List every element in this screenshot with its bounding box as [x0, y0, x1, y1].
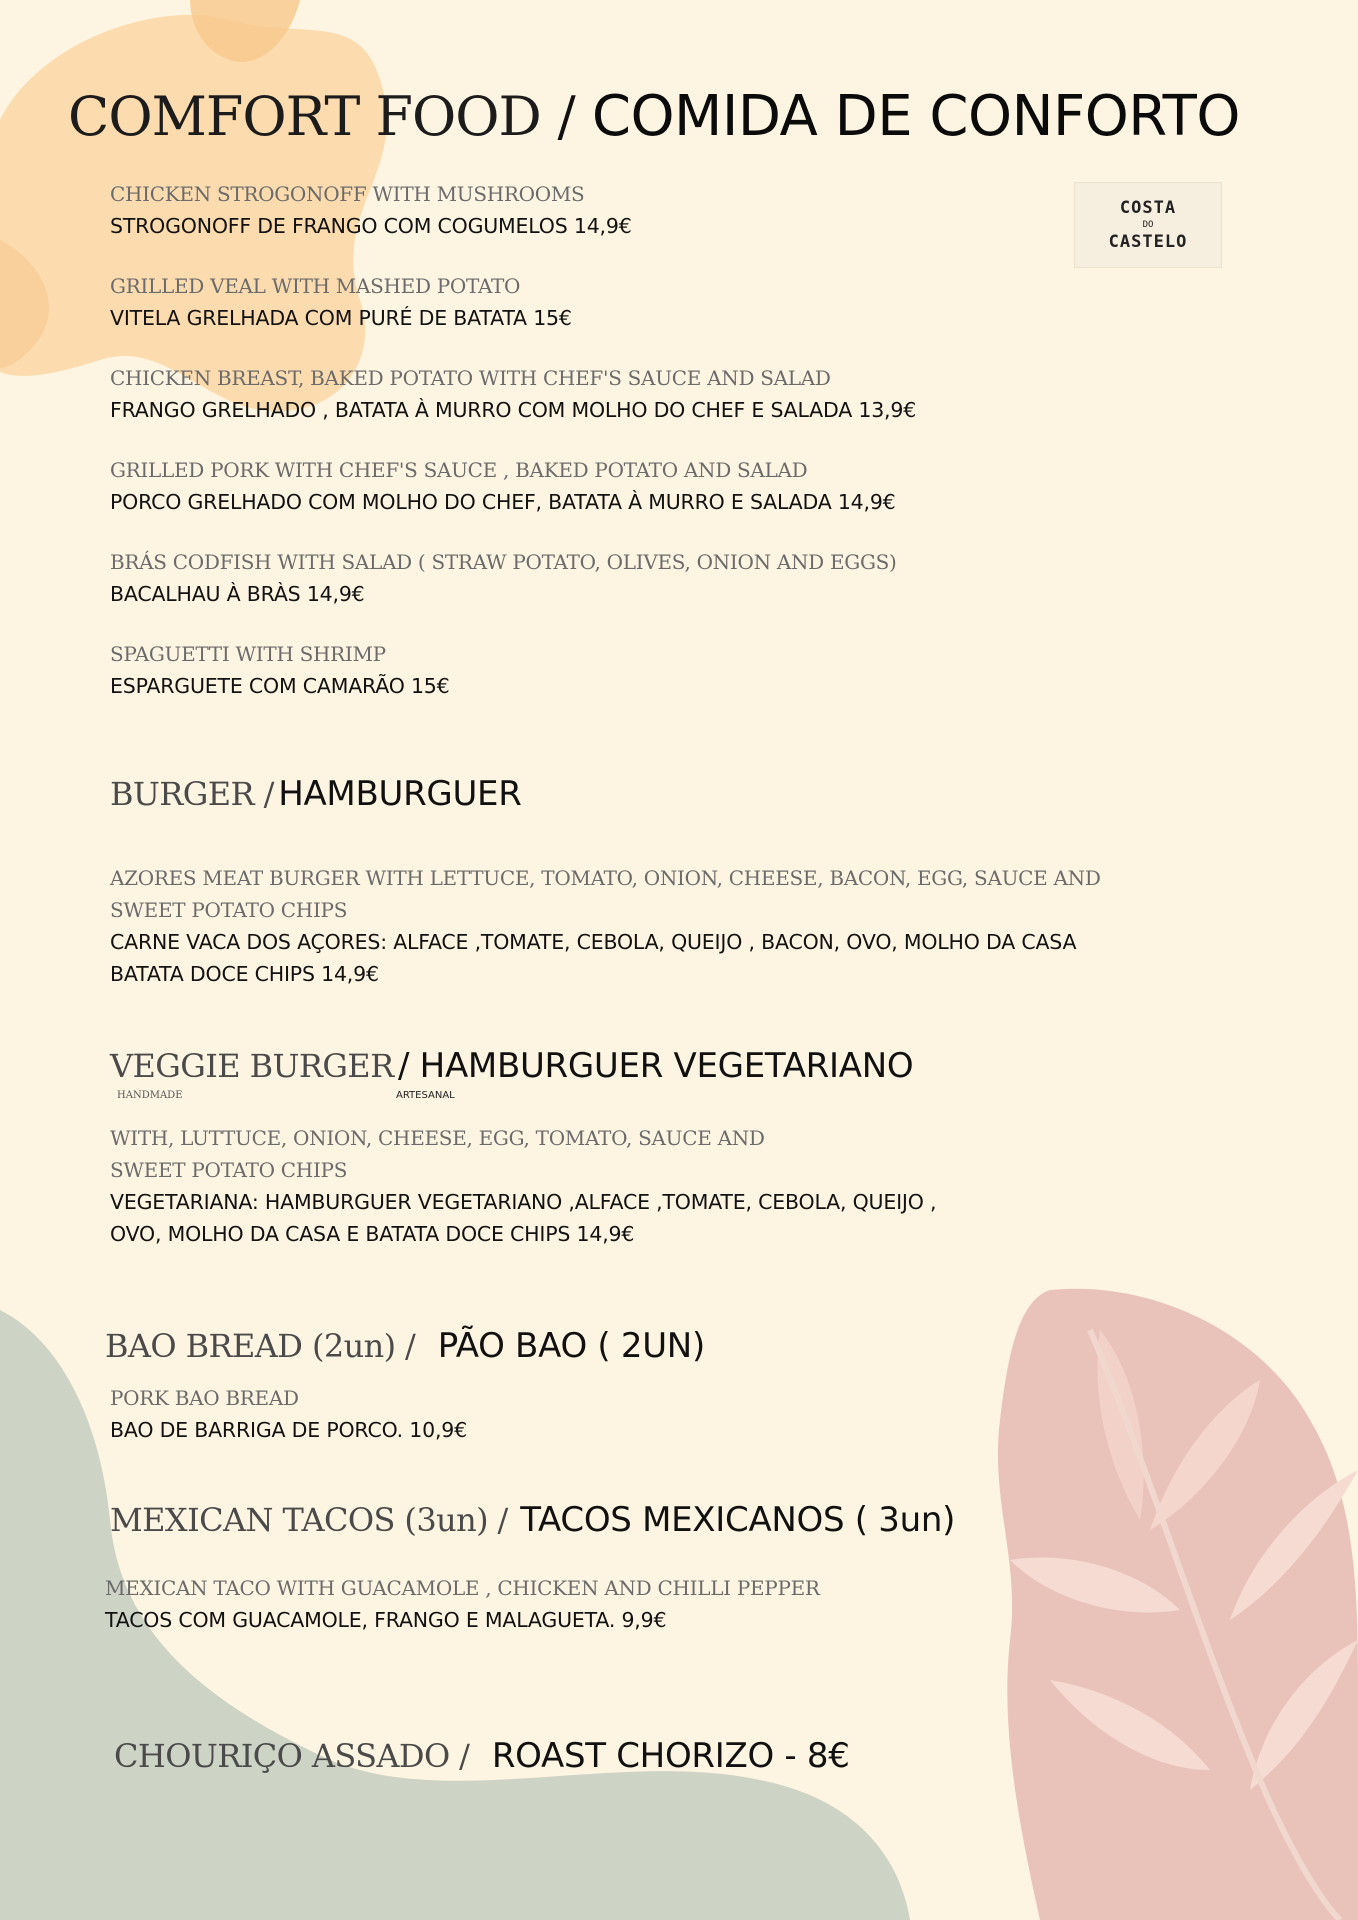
item-name-en: PORK BAO BREAD — [110, 1386, 299, 1410]
menu-item — [110, 270, 1230, 334]
section-title-en: MEXICAN TACOS (3un) / — [110, 1501, 508, 1539]
logo-line-3: CASTELO — [1108, 232, 1188, 252]
item-name-en: BRÁS CODFISH WITH SALAD ( STRAW POTATO, OLIVES, ONION AND EGGS) — [110, 550, 897, 574]
menu-item — [110, 1122, 1230, 1250]
item-name-pt: CARNE VACA DOS AÇORES: ALFACE ,TOMATE, CEBOLA, QUEIJO , BACON, OVO, MOLHO DA CASA — [110, 930, 1077, 954]
item-name-en: GRILLED PORK WITH CHEF'S SAUCE , BAKED POTATO AND SALAD — [110, 458, 808, 482]
item-name-en: SPAGUETTI WITH SHRIMP — [110, 642, 386, 666]
section-title-tacos — [110, 1500, 955, 1540]
menu-item — [110, 178, 1230, 242]
item-name-en: AZORES MEAT BURGER WITH LETTUCE, TOMATO, ONION, CHEESE, BACON, EGG, SAUCE AND — [110, 866, 1101, 890]
item-name-pt: PORCO GRELHADO COM MOLHO DO CHEF, BATATA À MURRO E SALADA 14,9€ — [110, 490, 896, 514]
menu-item — [110, 862, 1230, 990]
title-pt: COMIDA DE CONFORTO — [591, 84, 1240, 149]
item-name-en: GRILLED VEAL WITH MASHED POTATO — [110, 274, 521, 298]
item-name-pt: FRANGO GRELHADO , BATATA À MURRO COM MOLHO DO CHEF E SALADA 13,9€ — [110, 398, 917, 422]
section-title-burger — [110, 774, 522, 814]
item-name-pt: TACOS COM GUACAMOLE, FRANGO E MALAGUETA. 9,9€ — [105, 1608, 667, 1632]
section-title-en: BURGER / — [110, 775, 274, 813]
veggie-note-pt: ARTESANAL — [396, 1090, 455, 1101]
title-separator: / — [540, 85, 592, 148]
section-title-veggie — [110, 1046, 913, 1086]
menu-item — [110, 1382, 1230, 1446]
menu-item — [110, 454, 1230, 518]
item-name-pt: STROGONOFF DE FRANGO COM COGUMELOS 14,9€ — [110, 214, 632, 238]
item-name-pt: OVO, MOLHO DA CASA E BATATA DOCE CHIPS 14,9€ — [110, 1222, 635, 1246]
item-name-en: SWEET POTATO CHIPS — [110, 1158, 348, 1182]
item-name-en: MEXICAN TACO WITH GUACAMOLE , CHICKEN AND CHILLI PEPPER — [105, 1576, 820, 1600]
section-title-en: BAO BREAD (2un) / — [105, 1327, 416, 1365]
item-name-en: CHICKEN STROGONOFF WITH MUSHROOMS — [110, 182, 585, 206]
item-name-pt: BACALHAU À BRÀS 14,9€ — [110, 582, 365, 606]
item-name-en: WITH, LUTTUCE, ONION, CHEESE, EGG, TOMATO, SAUCE AND — [110, 1126, 765, 1150]
section-title-bao — [105, 1326, 705, 1366]
page-title — [68, 78, 1308, 155]
title-en: COMFORT FOOD — [68, 85, 541, 148]
item-name-pt: BATATA DOCE CHIPS 14,9€ — [110, 962, 379, 986]
menu-item — [110, 638, 1230, 702]
item-name-pt: VEGETARIANA: HAMBURGUER VEGETARIANO ,ALFACE ,TOMATE, CEBOLA, QUEIJO , — [110, 1190, 937, 1214]
logo-line-1: COSTA — [1119, 198, 1177, 218]
section-title-en: VEGGIE BURGER — [110, 1047, 394, 1085]
item-name-pt: BAO DE BARRIGA DE PORCO. 10,9€ — [110, 1418, 467, 1442]
section-title-pt: HAMBURGUER — [278, 774, 522, 814]
section-title-chorizo — [114, 1736, 850, 1776]
menu-item — [110, 546, 1230, 610]
item-name-pt: ESPARGUETE COM CAMARÃO 15€ — [110, 674, 450, 698]
veggie-note-en: HANDMADE — [117, 1090, 183, 1101]
section-title-pt: PÃO BAO ( 2UN) — [437, 1326, 705, 1366]
section-title-pt: TACOS MEXICANOS ( 3un) — [520, 1500, 956, 1540]
section-title-pt: / HAMBURGUER VEGETARIANO — [398, 1046, 914, 1086]
item-name-en: CHICKEN BREAST, BAKED POTATO WITH CHEF'S SAUCE AND SALAD — [110, 366, 831, 390]
menu-item — [110, 362, 1230, 426]
section-title-pt: ROAST CHORIZO - 8€ — [491, 1736, 850, 1776]
item-name-pt: VITELA GRELHADA COM PURÉ DE BATATA 15€ — [110, 306, 572, 330]
menu-item — [105, 1572, 1225, 1636]
section-title-en: CHOURIÇO ASSADO / — [114, 1737, 470, 1775]
item-name-en: SWEET POTATO CHIPS — [110, 898, 348, 922]
logo-line-2: DO — [1142, 220, 1154, 230]
